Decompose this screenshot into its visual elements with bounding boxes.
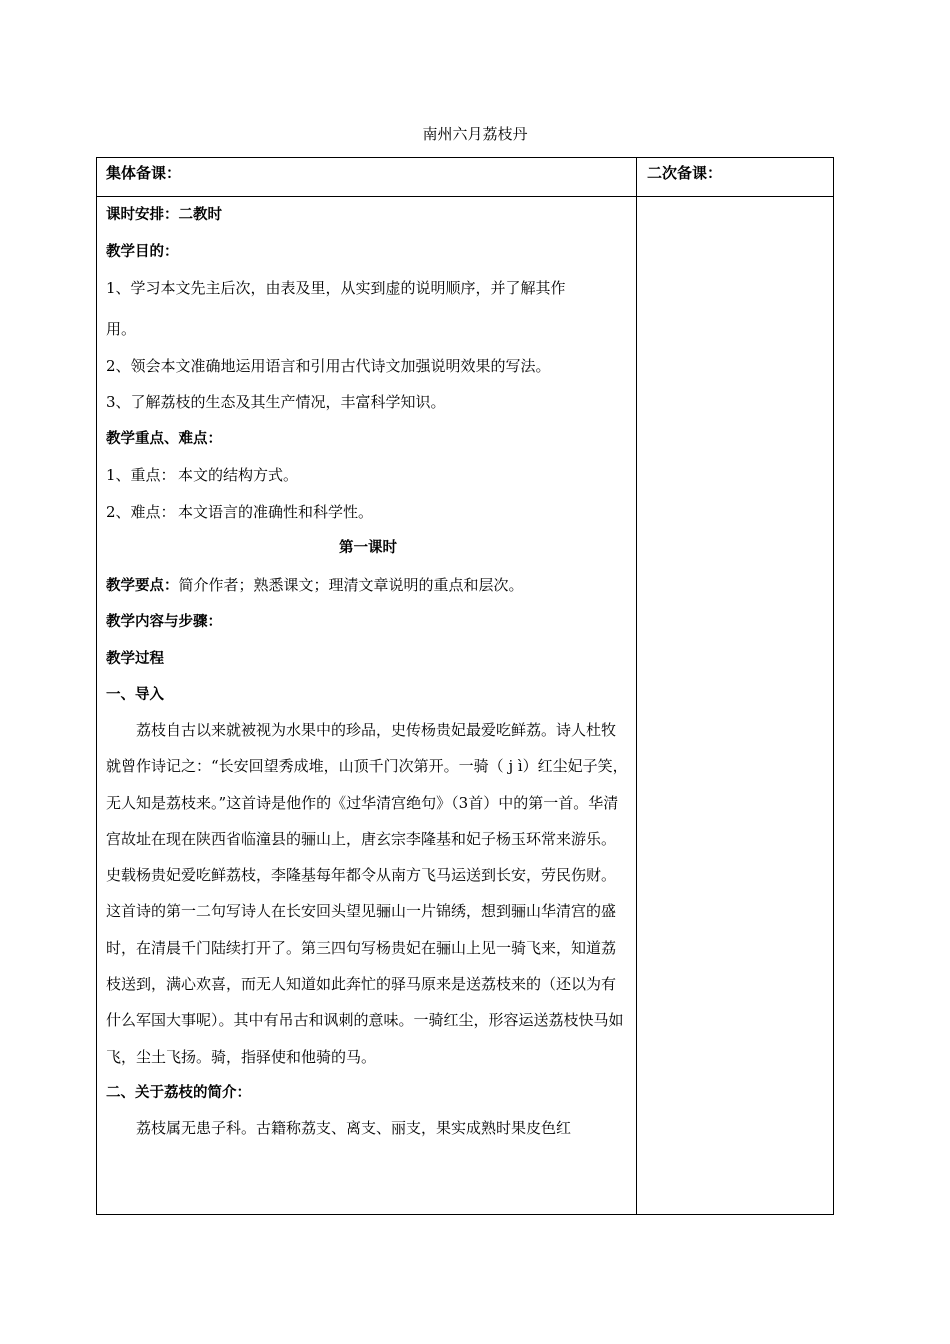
- points-line: [106, 574, 630, 597]
- focus-1-key: 1、重点：: [106, 466, 176, 484]
- focus-2-key: 2、难点：: [106, 502, 176, 521]
- focus-1-value: 本文的结构方式。: [178, 466, 299, 484]
- collective-prep-header-cell: [97, 158, 637, 197]
- about-paragraph: 荔枝属无患子科。古籍称荔支、离支、丽支，果实成熟时果皮色红: [136, 1118, 572, 1137]
- lesson-content: [97, 197, 636, 1146]
- schedule-label: 课时安排：: [106, 207, 179, 223]
- schedule-value: 二教时: [178, 207, 222, 223]
- lesson-heading: 第一课时: [339, 540, 397, 556]
- focus-2-value: 本文语言的准确性和科学性。: [178, 502, 374, 521]
- second-prep-header-cell: [637, 158, 834, 197]
- lesson-plan-table: [96, 157, 834, 1215]
- process-heading: 教学过程: [106, 650, 164, 667]
- schedule-line: [106, 203, 630, 226]
- goal-1b: 用。: [106, 320, 137, 338]
- focus-heading: 教学重点、难点：: [106, 430, 222, 447]
- points-label: 教学要点：: [106, 577, 179, 594]
- second-prep-cell: [637, 197, 834, 1215]
- goals-heading: 教学目的：: [106, 243, 179, 260]
- focus-2: [106, 501, 630, 523]
- steps-heading: 教学内容与步骤：: [106, 614, 222, 630]
- intro-heading: 一、导入: [106, 687, 164, 703]
- points-value: 简介作者；熟悉课文；理清文章说明的重点和层次。: [178, 575, 524, 594]
- table-body-row: [97, 197, 834, 1215]
- about-heading: 二、关于荔枝的简介：: [106, 1084, 251, 1101]
- table-header-row: [97, 158, 834, 197]
- focus-1: [106, 464, 630, 486]
- goal-3: 3、了解荔枝的生态及其生产情况，丰富科学知识。: [106, 393, 446, 411]
- goal-2: 2、领会本文准确地运用语言和引用古代诗文加强说明效果的写法。: [106, 356, 551, 375]
- second-prep-label: 二次备课：: [647, 164, 723, 182]
- intro-paragraph: 荔枝自古以来就被视为水果中的珍品，史传杨贵妃最爱吃鲜荔。诗人杜牧就曾作诗记之：“长安回望秀成堆，山顶千门次第开。一骑（ j ì）红尘妃子笑，无人知是荔枝来。”这首诗是他作的《过华清宫绝句》（3首）中的第一首。华清宫故址在现在陕西省临潼县的骊山上，唐玄宗李隆基和妃子杨玉环常来游乐。史载杨贵妃爱吃鲜荔枝，李隆基每年都令从南方飞马运送到长安，劳民伤财。这首诗的第一二句写诗人在长安回头望见骊山一片锦绣，想到骊山华清宫的盛时，在清晨千门陆续打开了。第三四句写杨贵妃在骊山上见一骑飞来，知道荔枝送到，满心欢喜，而无人知道如此奔忙的驿马原来是送荔枝来的（还以为有什么军国大事呢）。其中有吊古和讽刺的意味。一骑红尘，形容运送荔枝快马如飞，尘土飞扬。骑，指驿使和他骑的马。: [106, 721, 628, 1066]
- goal-1a: 1、学习本文先主后次，由表及里，从实到虚的说明顺序，并了解其作: [106, 279, 566, 297]
- document-title: 南州六月荔枝丹: [422, 125, 528, 143]
- main-content-cell: [97, 197, 637, 1215]
- collective-prep-label: 集体备课：: [106, 164, 182, 182]
